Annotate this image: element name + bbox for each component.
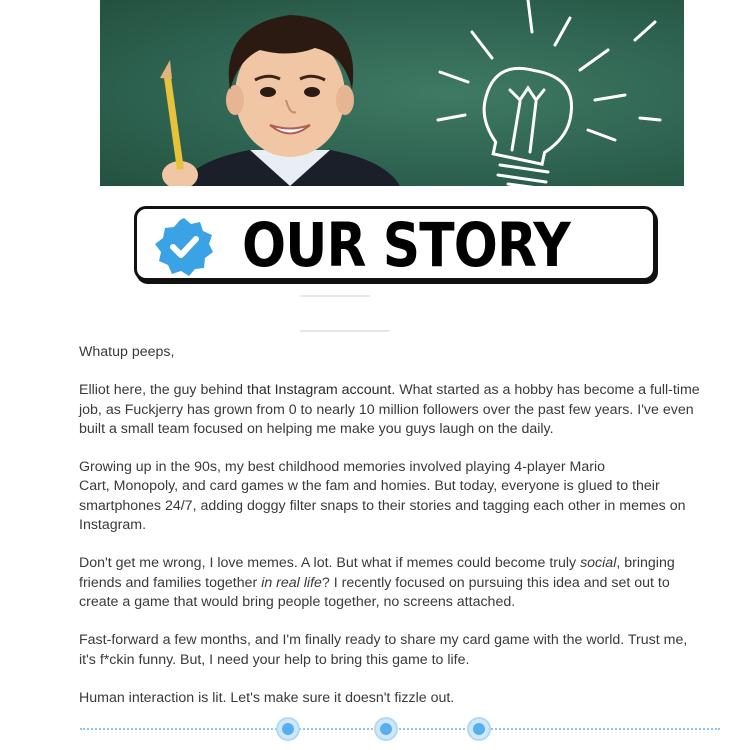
verified-check-icon (153, 216, 215, 278)
timeline-divider (80, 728, 720, 731)
text-span: . What started as a hobby has become a full-time (391, 382, 700, 399)
text-line: smartphones 24/7, adding doggy filter snaps to their stories and tagging each other in memes on (79, 497, 686, 514)
divider (300, 330, 390, 332)
boy-figure (160, 15, 400, 186)
divider (300, 295, 370, 297)
text-line: create a game that would bring people together, no screens attached. (79, 593, 516, 610)
story-text (79, 343, 719, 727)
text-span: Don't get me wrong, I love memes. A lot. But what if memes could become truly (79, 555, 581, 572)
text-line: it's f*ckin funny. But, I need your help to bring this game to life. (79, 651, 470, 668)
story-paragraph-4 (79, 631, 719, 670)
timeline-dot (278, 719, 298, 739)
text-line: job, as Fuckjerry has grown from 0 to nearly 10 million followers over the past few years. I've even (79, 401, 694, 418)
story-paragraph-5 (79, 689, 719, 708)
text-line: Instagram. (79, 517, 147, 534)
greeting-paragraph (79, 343, 719, 362)
story-paragraph-1 (79, 381, 719, 439)
our-story-banner (134, 206, 656, 281)
emphasis-text: social (580, 555, 617, 572)
text-line: Human interaction is lit. Let's make sure it doesn't fizzle out. (79, 689, 455, 706)
hero-illustration (100, 0, 684, 186)
text-line: Cart, Monopoly, and card games w the fam and homies. But today, everyone is glued to their (79, 478, 660, 495)
emphasis-text: in real life (261, 574, 322, 591)
page-title: OUR STORY (242, 210, 570, 281)
text-line: built a small team focused on helping me make you guys laugh on the daily. (79, 420, 554, 437)
text-span: Elliot here, the guy behind (79, 382, 247, 399)
timeline-dot (376, 719, 396, 739)
hero-image (100, 0, 684, 186)
text-line: Growing up in the 90s, my best childhood memories involved playing 4-player Mario (79, 459, 605, 476)
text-span: , bringing (616, 555, 675, 572)
greeting-text: Whatup peeps, (79, 344, 175, 360)
story-paragraph-2 (79, 458, 719, 535)
lightbulb-icon (438, 0, 660, 186)
instagram-account-link[interactable]: that Instagram account (247, 382, 392, 399)
story-paragraph-3 (79, 554, 719, 612)
text-span: ? I recently focused on pursuing this idea and set out to (321, 574, 670, 591)
text-span: friends and families together (79, 574, 262, 591)
text-line: Fast-forward a few months, and I'm finally ready to share my card game with the world. Trust me, (79, 632, 688, 649)
timeline-dot (469, 719, 489, 739)
